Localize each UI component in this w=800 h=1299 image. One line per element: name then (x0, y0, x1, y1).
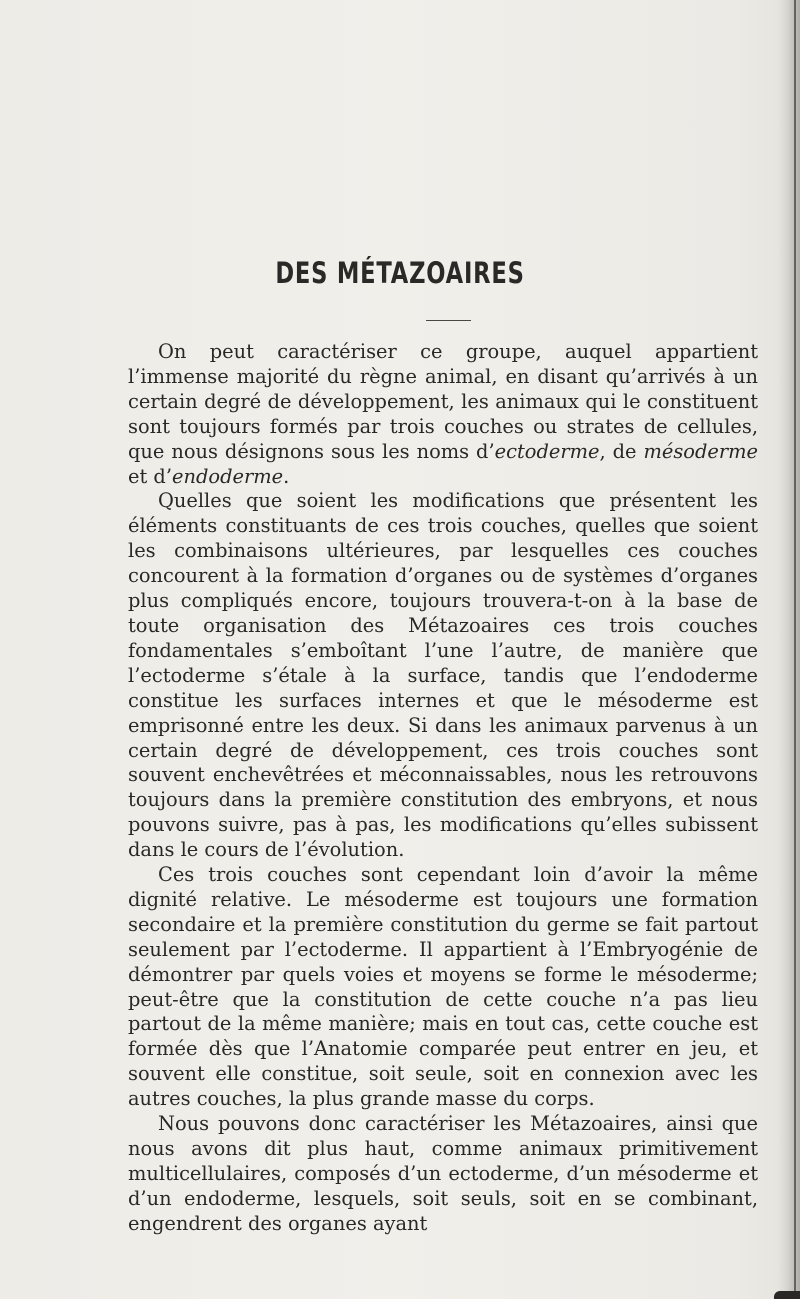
paragraph-3: Ces trois couches sont cependant loin d’avoir la même dignité relative. Le mésoderme est toujours une formation secondaire et la première constitution du germe se fait partout seulement par l’ectoderme. Il appartient à l’Embryogénie de démontrer par quels voies et moyens se forme le mésoderme; peut-être que la constitution de cette couche n’a pas lieu partout de la même manière; mais en tout cas, cette couche est formée dès que l’Anatomie comparée peut entrer en jeu, et souvent elle constitue, soit seule, soit en connexion avec les autres couches, la plus grande masse du corps. (128, 863, 758, 1111)
paragraph-1-connector-2: et d’ (128, 464, 173, 488)
term-ectoderme: ectoderme (494, 439, 600, 463)
paragraph-1-text: On peut caractériser ce groupe, auquel appartient l’immense majorité du règne animal, en disant qu’arrivés à un certain degré de développement, les animaux qui le constituent sont toujours formés par trois couches ou strates de cellules, que nous désignons sous les noms d’ (128, 340, 758, 463)
paragraph-1-end: . (283, 464, 290, 488)
term-mesoderme: mésoderme (643, 439, 758, 463)
chapter-title: DES MÉTAZOAIRES (275, 256, 525, 290)
paragraph-1 (128, 340, 758, 489)
paragraph-4: Nous pouvons donc caractériser les Métazoaires, ainsi que nous avons dit plus haut, comme animaux primitivement multicellulaires, composés d’un ectoderme, d’un mésoderme et d’un endoderme, lesquels, soit seuls, soit en se combinant, engendrent des organes ayant (128, 1112, 758, 1235)
page-edge-shadow (778, 0, 800, 1299)
paragraph-1-connector-1: , de (599, 439, 644, 463)
paragraph-2: Quelles que soient les modifications que présentent les éléments constituants de ces trois couches, quelles que soient les combinaisons ultérieures, par lesquelles ces couches concourent à la formation d’organes ou de systèmes d’organes plus compliqués encore, toujours trouvera-t-on à la base de toute organisation des Métazoaires ces trois couches fondamentales s’emboîtant l’une l’autre, de manière que l’ectoderme s’étale à la surface, tandis que l’endoderme constitue les surfaces internes et que le mésoderme est emprisonné entre les deux. Si dans les animaux parvenus à un certain degré de développement, ces trois couches sont souvent enchevêtrées et méconnaissables, nous les retrouvons toujours dans la première constitution des embryons, et nous pouvons suivre, pas à pas, les modifications qu’elles subissent dans le cours de l’évolution. (128, 489, 758, 862)
page-edge-line (794, 0, 796, 1299)
title-divider (426, 320, 471, 321)
corner-mark (774, 1291, 800, 1299)
body-text (128, 340, 758, 1237)
term-endoderme: endoderme (172, 464, 284, 488)
